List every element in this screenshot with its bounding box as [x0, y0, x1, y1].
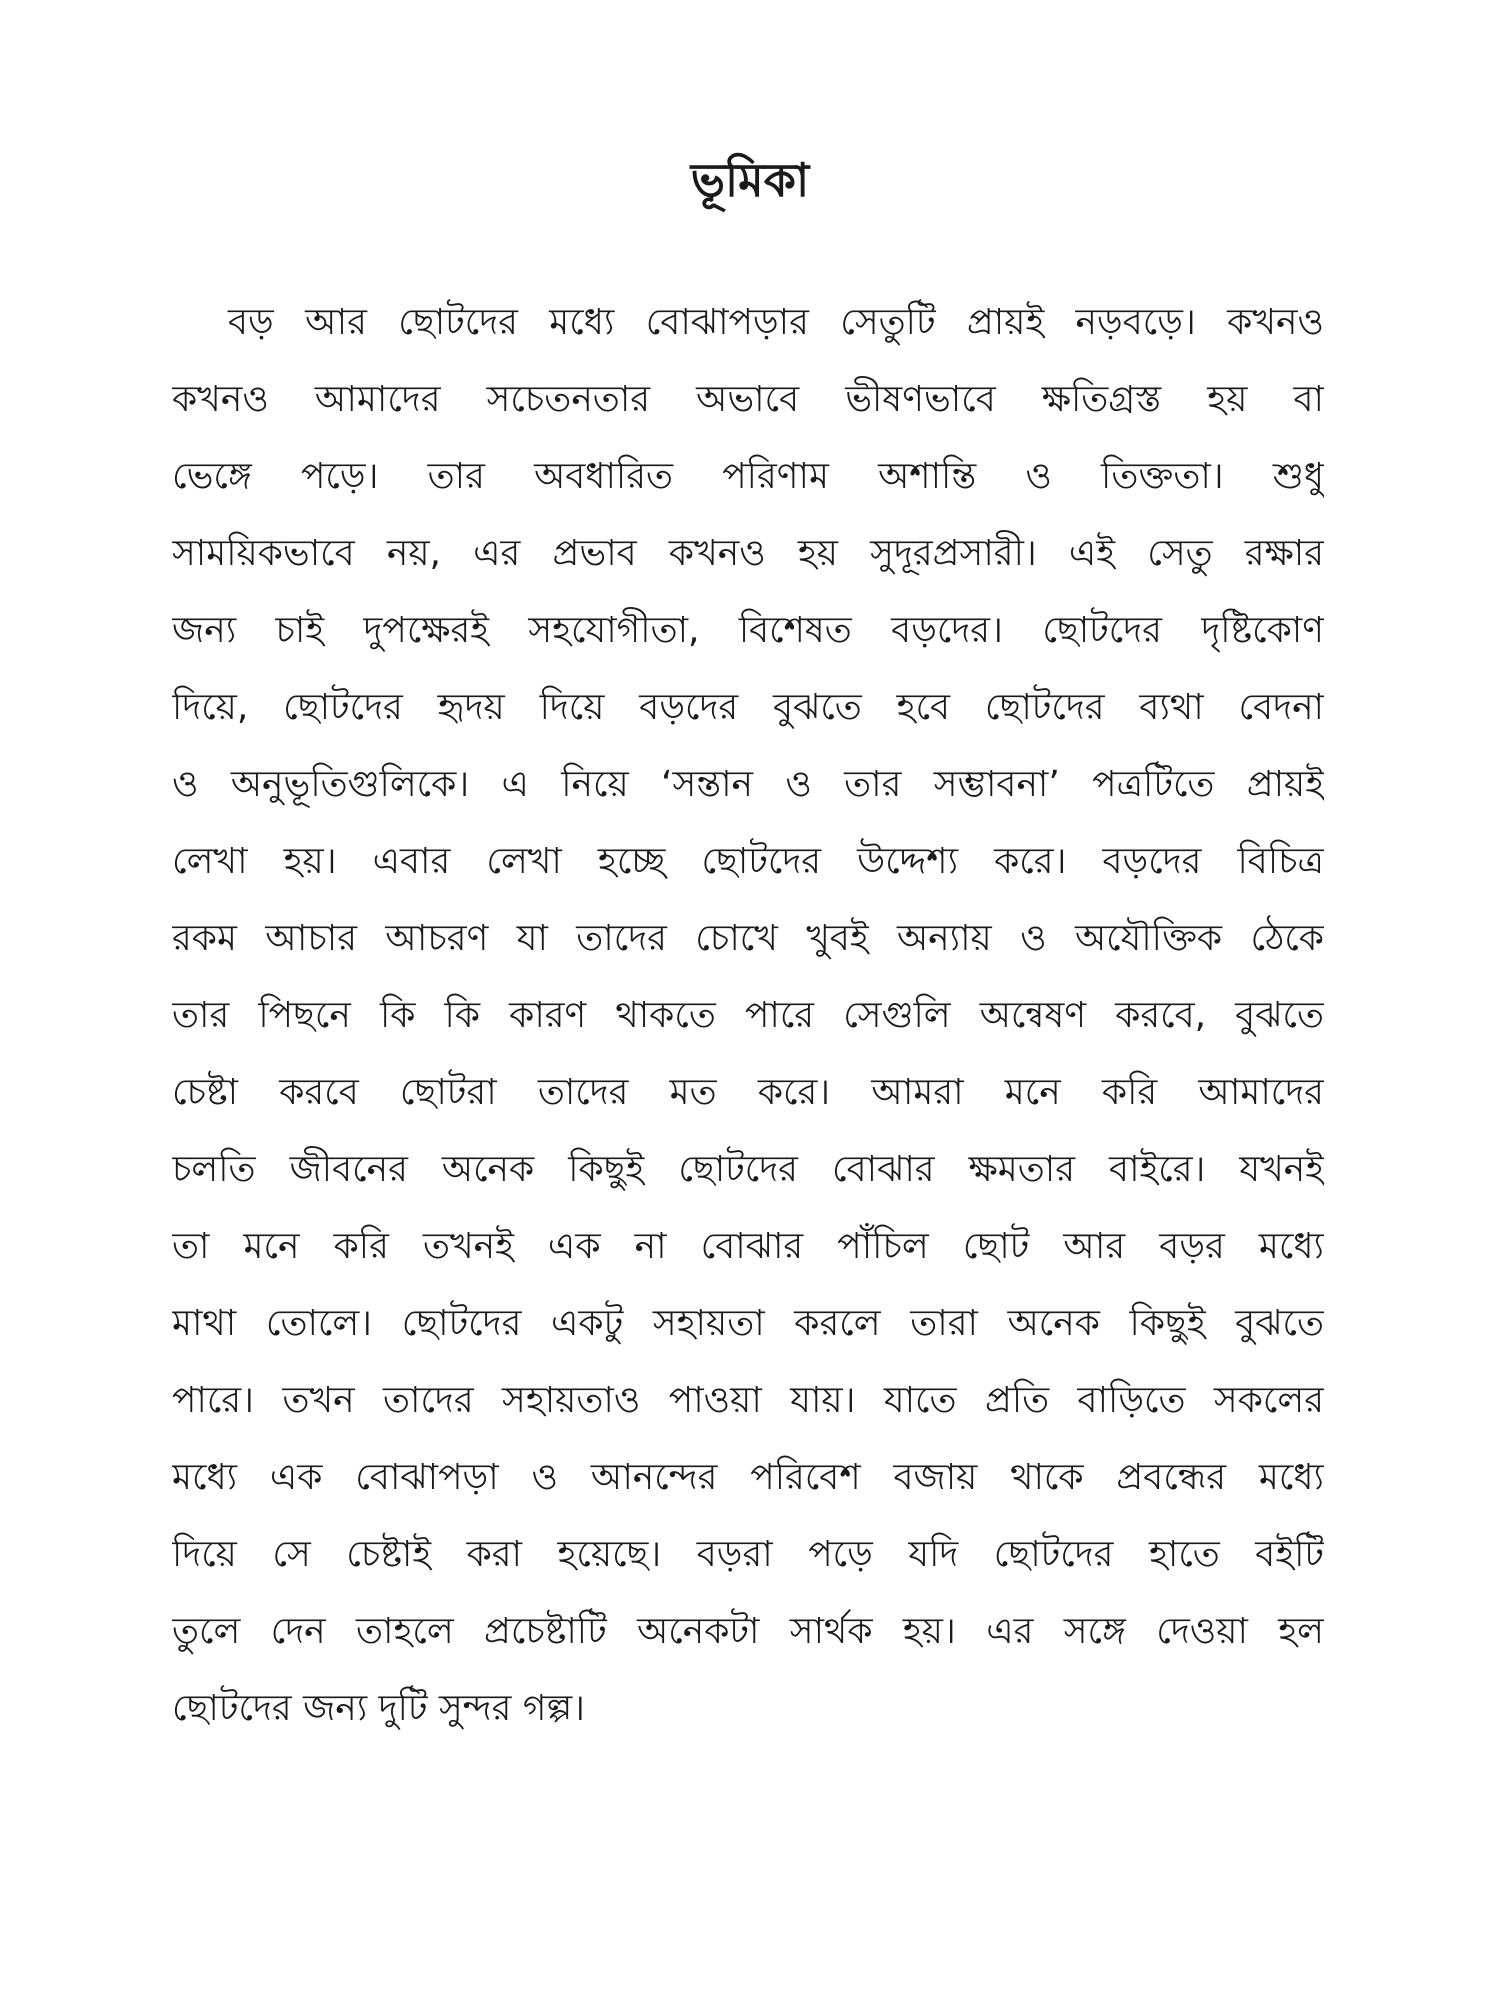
- text-line: জন্য চাই দুপক্ষেরই সহযোগীতা, বিশেষত বড়দের। ছোটদের দৃষ্টিকোণ: [172, 610, 1324, 651]
- text-line: পারে। তখন তাদের সহায়তাও পাওয়া যায়। যাতে প্রতি বাড়িতে সকলের: [172, 1380, 1324, 1421]
- text-line: ভেঙ্গে পড়ে। তার অবধারিত পরিণাম অশান্তি ও তিক্ততা। শুধু: [172, 456, 1324, 497]
- text-line: ও অনুভূতিগুলিকে। এ নিয়ে ‘সন্তান ও তার সম্ভাবনা’ পত্রটিতে প্রায়ই: [172, 764, 1324, 805]
- text-line: তার পিছনে কি কি কারণ থাকতে পারে সেগুলি অন্বেষণ করবে, বুঝতে: [172, 995, 1324, 1036]
- text-line: কখনও আমাদের সচেতনতার অভাবে ভীষণভাবে ক্ষতিগ্রস্ত হয় বা: [172, 379, 1324, 420]
- text-line: তুলে দেন তাহলে প্রচেষ্টাটি অনেকটা সার্থক হয়। এর সঙ্গে দেওয়া হল: [172, 1611, 1324, 1652]
- text-line: দিয়ে সে চেষ্টাই করা হয়েছে। বড়রা পড়ে যদি ছোটদের হাতে বইটি: [172, 1534, 1324, 1575]
- text-line: দিয়ে, ছোটদের হৃদয় দিয়ে বড়দের বুঝতে হবে ছোটদের ব্যথা বেদনা: [172, 687, 1324, 728]
- text-line: লেখা হয়। এবার লেখা হচ্ছে ছোটদের উদ্দেশ্য করে। বড়দের বিচিত্র: [172, 841, 1324, 882]
- text-line: রকম আচার আচরণ যা তাদের চোখে খুবই অন্যায় ও অযৌক্তিক ঠেকে: [172, 918, 1324, 959]
- text-line: মধ্যে এক বোঝাপড়া ও আনন্দের পরিবেশ বজায় থাকে প্রবন্ধের মধ্যে: [172, 1457, 1324, 1498]
- text-line: মাথা তোলে। ছোটদের একটু সহায়তা করলে তারা অনেক কিছুই বুঝতে: [172, 1303, 1324, 1344]
- text-line: চেষ্টা করবে ছোটরা তাদের মত করে। আমরা মনে করি আমাদের: [172, 1072, 1324, 1113]
- text-line: চলতি জীবনের অনেক কিছুই ছোটদের বোঝার ক্ষমতার বাইরে। যখনই: [172, 1149, 1324, 1190]
- page-title: ভূমিকা: [690, 153, 810, 207]
- text-line: বড় আর ছোটদের মধ্যে বোঝাপড়ার সেতুটি প্রায়ই নড়বড়ে। কখনও: [228, 302, 1324, 343]
- text-line: তা মনে করি তখনই এক না বোঝার পাঁচিল ছোট আর বড়র মধ্যে: [172, 1226, 1324, 1267]
- text-line: সাময়িকভাবে নয়, এর প্রভাব কখনও হয় সুদূরপ্রসারী। এই সেতু রক্ষার: [172, 533, 1324, 574]
- text-line: ছোটদের জন্য দুটি সুন্দর গল্প।: [172, 1688, 586, 1729]
- preface-paragraph: [172, 284, 1324, 1747]
